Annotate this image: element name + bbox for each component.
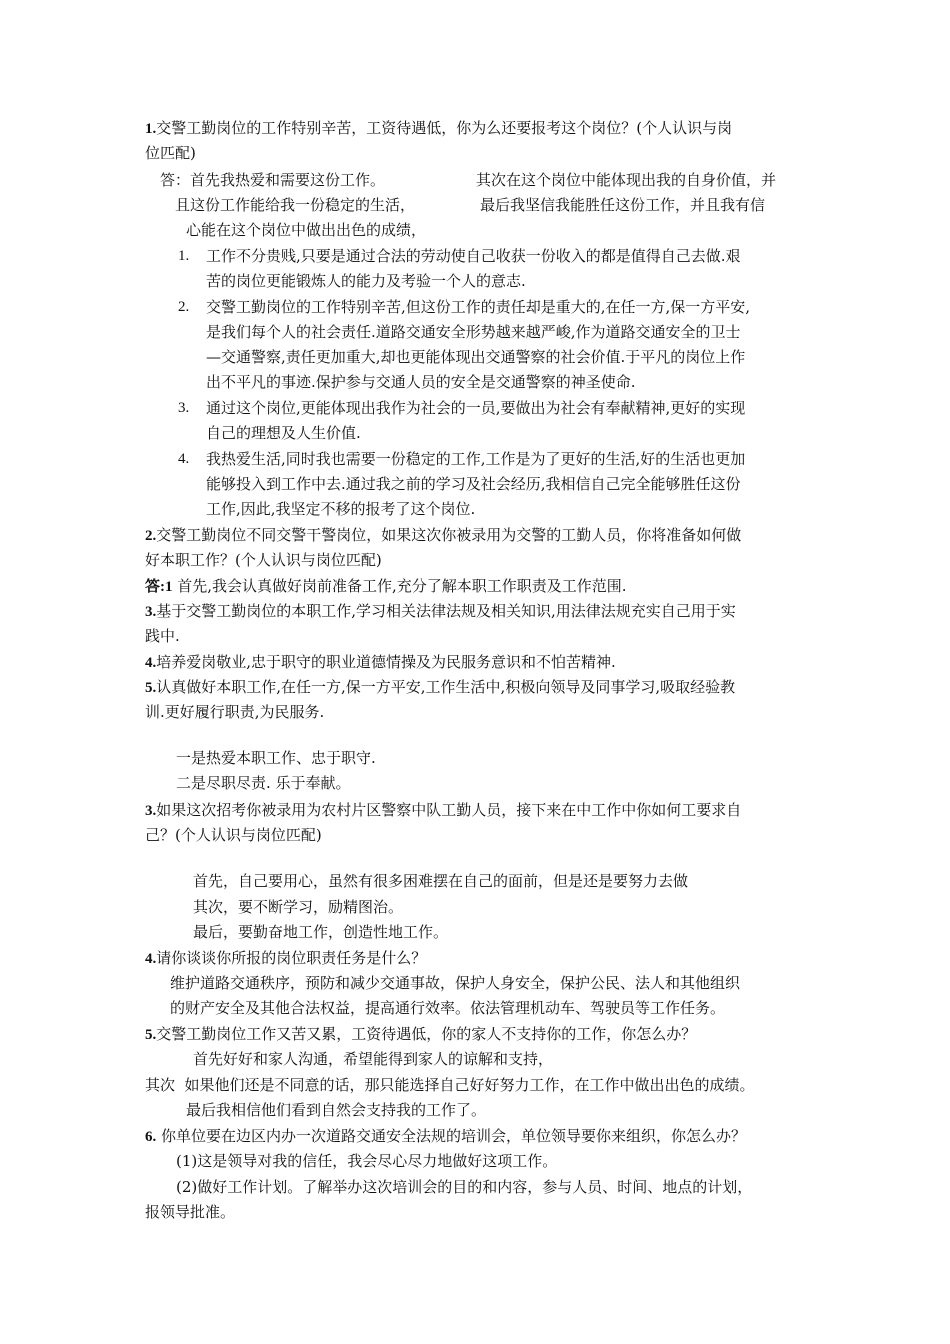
q2-answer-5-number: 5. xyxy=(145,680,157,696)
q1-answer-line-2a: 且这份工作能给我一份稳定的生活， xyxy=(175,196,416,214)
q3-title-line-2: 己？(个人认识与岗位匹配) xyxy=(145,826,322,844)
q1-item-1-number: 1. xyxy=(178,248,190,264)
q2-title xyxy=(145,525,741,549)
q1-item-3-number: 3. xyxy=(178,400,190,416)
q6-point-1: (1)这是领导对我的信任，我会尽心尽力地做好这项工作。 xyxy=(176,1152,558,1170)
q5-answer-line-1: 首先好好和家人沟通，希望能得到家人的谅解和支持， xyxy=(193,1050,554,1068)
q3-title xyxy=(145,800,741,824)
q1-item-2-line-2: 是我们每个人的社会责任.道路交通安全形势越来越严峻,作为道路交通安全的卫士 xyxy=(206,323,741,341)
q1-item-1-line-2: 苦的岗位更能锻炼人的能力及考验一个人的意志. xyxy=(206,272,526,290)
q3-point-3: 最后，要勤奋地工作，创造性地工作。 xyxy=(193,923,449,941)
q4-title xyxy=(145,948,426,972)
q3-point-2: 其次，要不断学习，励精图治。 xyxy=(193,898,404,916)
q1-item-4-number: 4. xyxy=(178,451,190,467)
q1-title-line-2: 位匹配) xyxy=(145,144,196,162)
q1-answer-line-1b: 其次在这个岗位中能体现出我的自身价值，并 xyxy=(476,171,777,189)
q2-summary-1: 一是热爱本职工作、忠于职守. xyxy=(176,749,376,767)
q2-summary-2: 二是尽职尽责. 乐于奉献。 xyxy=(176,774,351,792)
q2-title-line-2: 好本职工作？(个人认识与岗位匹配) xyxy=(145,551,382,569)
q2-answer-5-line-1: 认真做好本职工作,在任一方,保一方平安,工作生活中,积极向领导及同事学习,吸取经验教 xyxy=(156,678,736,696)
q2-answer-5 xyxy=(145,677,735,701)
q6-title xyxy=(145,1126,746,1150)
q4-number: 4. xyxy=(145,951,157,967)
q1-item-4-line-2: 能够投入到工作中去.通过我之前的学习及社会经历,我相信自己完全能够胜任这份 xyxy=(206,475,741,493)
q2-answer-3-number: 3. xyxy=(145,604,157,620)
q6-title-text: 你单位要在边区内办一次道路交通安全法规的培训会，单位领导要你来组织，你怎么办？ xyxy=(156,1127,747,1145)
q3-number: 3. xyxy=(145,803,157,819)
q1-item-3-line-1: 通过这个岗位,更能体现出我作为社会的一员,要做出为社会有奉献精神,更好的实现 xyxy=(206,399,746,417)
q5-number: 5. xyxy=(145,1027,157,1043)
q2-answer-3-line-2: 践中. xyxy=(145,627,180,645)
q1-number: 1. xyxy=(145,121,157,137)
q4-title-text: 请你谈谈你所报的岗位职责任务是什么？ xyxy=(156,949,427,967)
q6-point-2-line-1: (2)做好工作计划。了解举办这次培训会的目的和内容，参与人员、时间、地点的计划， xyxy=(176,1178,753,1196)
q2-answer-4-text: 培养爱岗敬业,忠于职守的职业道德情操及为民服务意识和不怕苦精神. xyxy=(156,653,616,671)
q2-answer-5-line-2: 训.更好履行职责,为民服务. xyxy=(145,703,325,721)
q1-answer-line-1a: 答：首先我热爱和需要这份工作。 xyxy=(160,171,386,189)
q5-title xyxy=(145,1024,696,1048)
q1-item-4-line-1: 我热爱生活,同时我也需要一份稳定的工作,工作是为了更好的生活,好的生活也更加 xyxy=(206,450,746,468)
q5-answer-line-3: 最后我相信他们看到自然会支持我的工作了。 xyxy=(186,1101,487,1119)
q1-title-line-1: 交警工勤岗位的工作特别辛苦，工资待遇低，你为么还要报考这个岗位？(个人认识与岗 xyxy=(156,119,733,137)
q2-answer-3-line-1: 基于交警工勤岗位的本职工作,学习相关法律法规及相关知识,用法律法规充实自己用于实 xyxy=(156,602,736,620)
q5-title-text: 交警工勤岗位工作又苦又累，工资待遇低，你的家人不支持你的工作，你怎么办？ xyxy=(156,1025,697,1043)
q1-item-1-line-1: 工作不分贵贱,只要是通过合法的劳动使自己收获一份收入的都是值得自己去做.艰 xyxy=(206,247,741,265)
q5-answer-line-2: 其次 如果他们还是不同意的话，那只能选择自己好好努力工作，在工作中做出出色的成绩。 xyxy=(145,1076,755,1094)
q2-answer-4 xyxy=(145,652,616,676)
q1-title xyxy=(145,118,732,142)
q6-number: 6. xyxy=(145,1129,157,1145)
q6-point-2-line-2: 报领导批准。 xyxy=(145,1203,236,1221)
q1-answer-line-2b: 最后我坚信我能胜任这份工作，并且我有信 xyxy=(480,196,766,214)
q2-title-line-1: 交警工勤岗位不同交警干警岗位，如果这次你被录用为交警的工勤人员，你将准备如何做 xyxy=(156,526,742,544)
q2-number: 2. xyxy=(145,528,157,544)
q4-answer-line-1: 维护道路交通秩序，预防和减少交通事故，保护人身安全，保护公民、法人和其他组织 xyxy=(170,974,741,992)
q2-answer-3 xyxy=(145,601,736,625)
q3-title-line-1: 如果这次招考你被录用为农村片区警察中队工勤人员，接下来在中工作中你如何工要求自 xyxy=(156,801,742,819)
q4-answer-line-2: 的财产安全及其他合法权益，提高通行效率。依法管理机动车、驾驶员等工作任务。 xyxy=(170,999,726,1017)
q2-answer-1-text: 首先,我会认真做好岗前准备工作,充分了解本职工作职责及工作范围. xyxy=(172,577,627,595)
q1-item-3-line-2: 自己的理想及人生价值. xyxy=(206,424,361,442)
q1-item-2-line-1: 交警工勤岗位的工作特别辛苦,但这份工作的责任却是重大的,在任一方,保一方平安, xyxy=(206,298,751,316)
q1-item-2-line-4: 出不平凡的事迹.保护参与交通人员的安全是交通警察的神圣使命. xyxy=(206,373,636,391)
q1-answer-line-3: 心能在这个岗位中做出出色的成绩， xyxy=(186,221,427,239)
q1-item-2-line-3: —交通警察,责任更加重大,却也更能体现出交通警察的社会价值.于平凡的岗位上作 xyxy=(206,348,746,366)
q2-answer-4-number: 4. xyxy=(145,655,157,671)
q2-answer-1 xyxy=(145,576,627,600)
q1-item-4-line-3: 工作,因此,我坚定不移的报考了这个岗位. xyxy=(206,500,476,518)
q2-answer-1-number: 答:1 xyxy=(145,579,173,595)
q3-point-1: 首先，自己要用心，虽然有很多困难摆在自己的面前，但是还是要努力去做 xyxy=(193,872,689,890)
q1-item-2-number: 2. xyxy=(178,299,190,315)
